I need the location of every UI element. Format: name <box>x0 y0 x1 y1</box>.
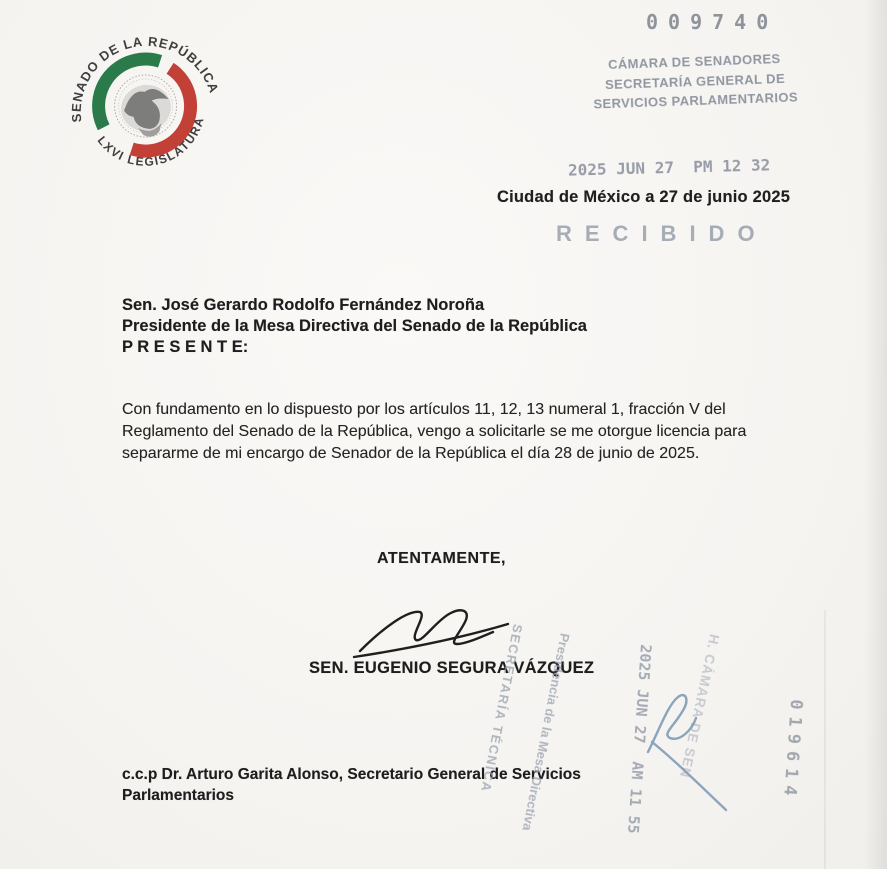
rubric-ink-blue <box>630 685 740 820</box>
recipient-title: Presidente de la Mesa Directiva del Senado de la República <box>122 317 587 335</box>
seal-bottom-text: LXVI LEGISLATURA <box>94 114 207 170</box>
signer-name: SEN. EUGENIO SEGURA VÁZQUEZ <box>309 659 595 677</box>
chamber-stamp: H. CÁMARA DE SEN <box>676 632 722 780</box>
closing-atentamente: ATENTAMENTE, <box>377 550 506 567</box>
office-stamp-line: CÁMARA DE SENADORES <box>607 51 781 73</box>
received-datetime-stamp: 2025 JUN 27 PM 12 32 <box>567 155 771 180</box>
cc-line: c.c.p Dr. Arturo Garita Alonso, Secretario General de Servicios Parlamentarios <box>122 766 581 804</box>
receiving-office-stamp <box>591 48 799 114</box>
recipient-name: Sen. José Gerardo Rodolfo Fernández Noroña <box>122 296 485 314</box>
scan-edge-shadow <box>864 0 887 869</box>
body-paragraph: Con fundamento en lo dispuesto por los artículos 11, 12, 13 numeral 1, fracción V del Reglamento del Senado de la República, vengo a solicitarle se me otorgue licencia para separarme de mi encargo de Senador de la República el día 28 de junio de 2025. <box>122 401 747 462</box>
eagle-crest-icon <box>109 69 183 143</box>
secretaria-tecnica-stamp-line: SECRETARÍA TÉCNICA <box>478 622 526 795</box>
office-stamp-line: SERVICIOS PARLAMENTARIOS <box>593 89 799 112</box>
seal-top-text: SENADO DE LA REPÚBLICA <box>68 33 222 123</box>
dateline: Ciudad de México a 27 de junio 2025 <box>497 188 791 206</box>
folio-number-stamp: 009740 <box>646 10 779 34</box>
recibido-stamp: RECIBIDO <box>556 221 768 246</box>
office-stamp-line: SECRETARÍA GENERAL DE <box>604 70 786 92</box>
presidencia-stamp-line: Presidencia de la Mesa Directiva <box>519 632 573 833</box>
presente-line: P R E S E N T E: <box>122 338 249 356</box>
scan-fold-line <box>824 610 826 869</box>
side-datetime-stamp: 2025 JUN 27 AM 11 55 <box>623 643 655 835</box>
senate-seal <box>41 11 250 205</box>
side-folio-stamp: 019614 <box>778 698 806 804</box>
recipient-block <box>122 295 587 358</box>
